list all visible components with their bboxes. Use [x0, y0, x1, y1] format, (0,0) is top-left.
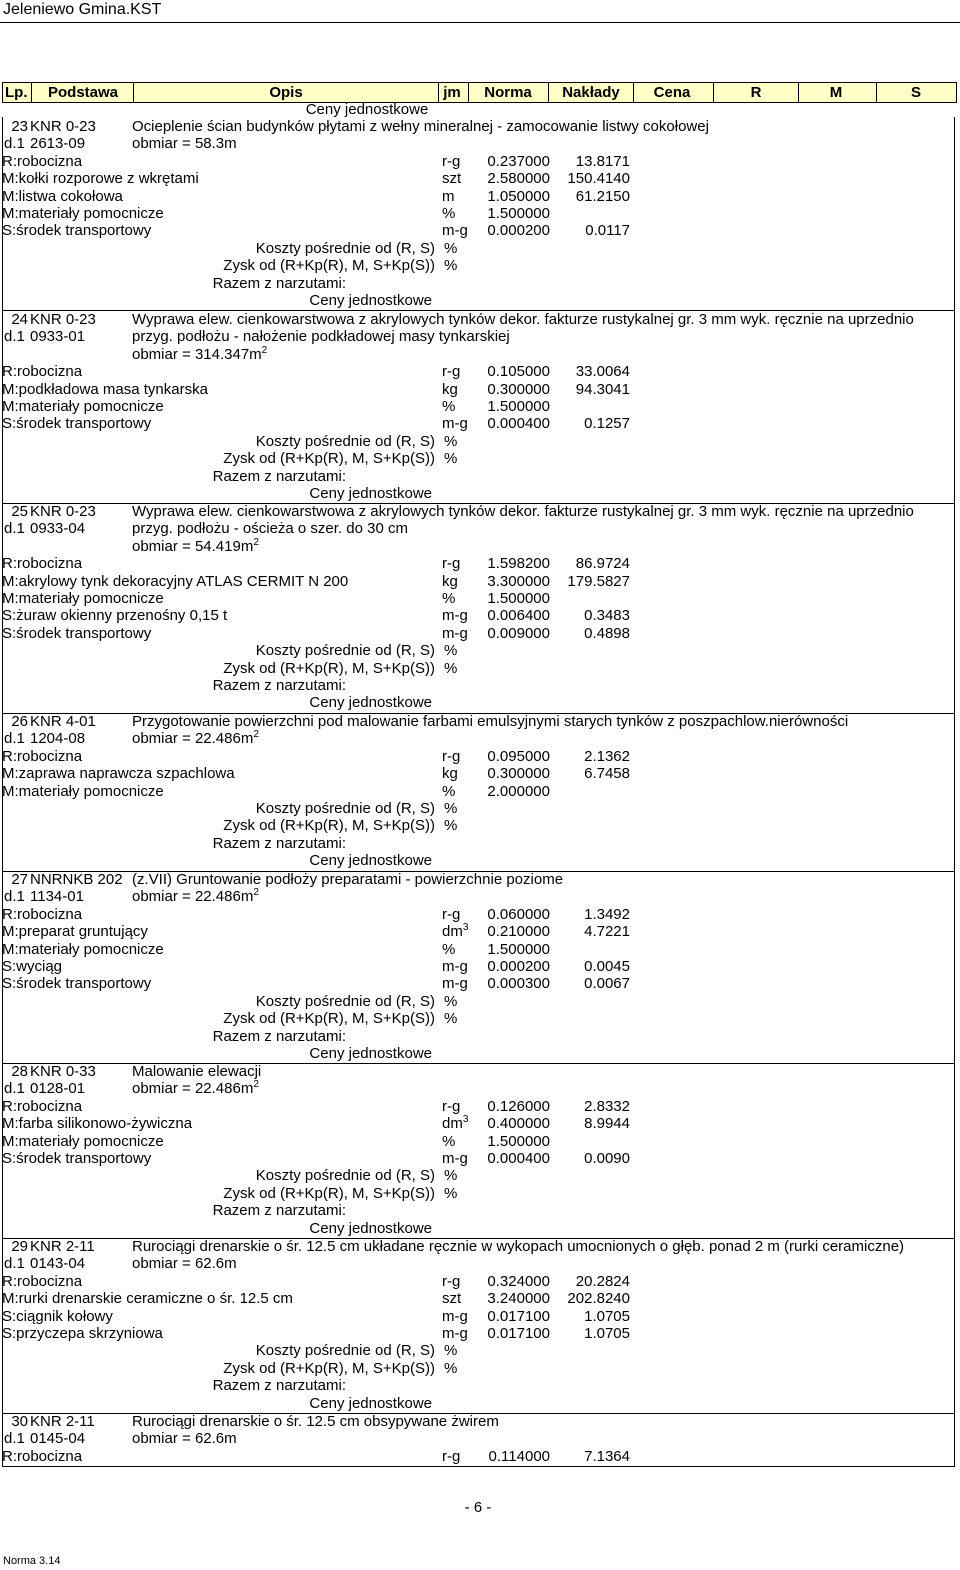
resource-unit-text: kg	[442, 572, 458, 590]
resource-naklady: 20.2824	[575, 1272, 630, 1290]
resource-norma: 0.000200	[487, 222, 550, 240]
col-norma: Norma	[484, 84, 532, 101]
koszty-percent: %	[444, 642, 458, 660]
resource-unit-text: m-g	[442, 958, 468, 975]
position-basis-code: NNRNKB 202	[30, 871, 123, 888]
resource-unit-exponent: 3	[462, 1114, 469, 1126]
resource-name: M:materiały pomocnicze	[2, 398, 164, 415]
obmiar-text: obmiar = 22.486m	[132, 1080, 254, 1098]
col-r: R	[750, 84, 762, 101]
position-number: 24	[11, 311, 28, 328]
obmiar-unit-exponent: 2	[253, 729, 259, 741]
position-obmiar	[132, 1255, 237, 1272]
resource-unit-text: %	[442, 398, 456, 415]
zysk-percent: %	[444, 1010, 458, 1028]
col-opis: Opis	[269, 84, 303, 101]
resource-unit-text: r-g	[442, 363, 461, 381]
position-obmiar	[132, 538, 259, 555]
ceny-jednostkowe-label: Ceny jednostkowe	[309, 292, 432, 309]
resource-unit-text: r-g	[442, 555, 461, 573]
resource-unit-text: m-g	[442, 1307, 468, 1325]
position-number: 29	[11, 1238, 28, 1255]
position-basis-code: KNR 0-33	[30, 1063, 96, 1080]
resource-unit-text: %	[442, 1132, 456, 1150]
col-podstawa: Podstawa	[47, 84, 119, 101]
resource-name: M:materiały pomocnicze	[2, 940, 164, 958]
resource-naklady: 61.2150	[575, 187, 630, 205]
resource-unit-text: szt	[442, 170, 462, 188]
resource-naklady: 13.8171	[575, 152, 630, 170]
resource-name: S:żuraw okienny przenośny 0,15 t	[2, 607, 228, 625]
obmiar-text: obmiar = 314.347m	[132, 345, 262, 363]
resource-name: R:robocizna	[2, 555, 83, 573]
resource-naklady: 179.5827	[567, 572, 630, 590]
resource-name: M:zaprawa naprawcza szpachlowa	[2, 765, 235, 783]
obmiar-text: obmiar = 58.3m	[132, 135, 237, 153]
koszty-percent: %	[444, 239, 458, 257]
ceny-jednostkowe-label: Ceny jednostkowe	[309, 1219, 432, 1237]
ceny-jednostkowe-label: Ceny jednostkowe	[309, 1045, 432, 1062]
obmiar-text: obmiar = 22.486m	[132, 730, 254, 748]
footer-version: Norma 3.14	[3, 1555, 61, 1567]
resource-name: M:podkładowa masa tynkarska	[2, 380, 208, 398]
zysk-label: Zysk od (R+Kp(R), M, S+Kp(S))	[223, 450, 435, 468]
position-d-marker: d.1	[4, 1080, 25, 1098]
resource-norma: 0.000300	[487, 975, 550, 993]
position-basis-number: 1134-01	[30, 888, 84, 906]
koszty-percent: %	[444, 1167, 458, 1185]
resource-unit	[442, 398, 455, 415]
resource-unit	[442, 222, 468, 239]
position-d-marker: d.1	[4, 888, 25, 906]
resource-unit-text: m-g	[442, 607, 468, 625]
razem-z-narzutami-label: Razem z narzutami:	[212, 1027, 346, 1045]
resource-unit	[442, 975, 468, 992]
resource-name: M:farba silikonowo-żywiczna	[2, 1115, 193, 1133]
resource-name: R:robocizna	[2, 1272, 83, 1290]
position-d-marker: d.1	[4, 328, 25, 346]
zysk-label: Zysk od (R+Kp(R), M, S+Kp(S))	[223, 1359, 435, 1377]
resource-name: S:środek transportowy	[2, 975, 152, 993]
resource-unit-text: kg	[442, 380, 458, 398]
koszty-percent: %	[444, 432, 458, 450]
resource-norma: 0.400000	[487, 1115, 550, 1133]
resource-norma: 3.240000	[487, 1290, 550, 1308]
resource-norma: 0.017100	[487, 1325, 550, 1342]
resource-norma: 0.017100	[487, 1307, 550, 1325]
position-obmiar	[132, 135, 237, 152]
resource-naklady: 2.8332	[584, 1097, 630, 1115]
resource-name: R:robocizna	[2, 747, 83, 765]
resource-unit	[442, 923, 468, 940]
resource-naklady: 2.1362	[584, 747, 630, 765]
resource-norma: 1.500000	[487, 590, 550, 607]
zysk-percent: %	[444, 1184, 458, 1202]
resource-unit	[442, 205, 455, 222]
resource-naklady: 94.3041	[575, 380, 630, 398]
resource-naklady: 150.4140	[567, 170, 630, 188]
resource-norma: 1.500000	[487, 940, 550, 958]
position-basis-code: KNR 0-23	[30, 311, 96, 328]
resource-name: S:środek transportowy	[2, 624, 152, 642]
resource-norma: 0.114000	[488, 1447, 550, 1465]
resource-unit	[442, 958, 468, 975]
resource-unit-text: m-g	[442, 624, 468, 642]
resource-name: M:listwa cokołowa	[2, 187, 123, 205]
zysk-percent: %	[444, 659, 458, 677]
position-d-marker: d.1	[4, 135, 25, 153]
position-basis-number: 1204-08	[30, 730, 86, 748]
koszty-posrednie-label: Koszty pośrednie od (R, S)	[255, 800, 435, 817]
resource-name: S:ciągnik kołowy	[2, 1307, 113, 1325]
resource-naklady: 0.0117	[585, 222, 630, 240]
koszty-percent: %	[444, 800, 458, 817]
position-d-marker: d.1	[4, 1430, 25, 1448]
resource-name: M:materiały pomocnicze	[2, 590, 164, 607]
resource-unit	[442, 1290, 461, 1307]
resource-unit	[442, 1448, 460, 1465]
resource-norma: 0.000400	[487, 415, 550, 433]
resource-norma: 0.300000	[487, 380, 550, 398]
resource-name: M:materiały pomocnicze	[2, 1132, 164, 1150]
col-naklady: Nakłady	[562, 84, 620, 101]
resource-naklady: 202.8240	[567, 1290, 630, 1308]
resource-unit-text: %	[442, 940, 456, 958]
resource-unit-text: r-g	[442, 747, 461, 765]
resource-naklady: 0.0090	[584, 1150, 630, 1167]
resource-unit	[442, 1115, 468, 1132]
col-cena: Cena	[653, 84, 691, 101]
resource-unit	[442, 941, 455, 958]
position-separator	[2, 1466, 955, 1467]
zysk-percent: %	[444, 1359, 458, 1377]
resource-name: M:materiały pomocnicze	[2, 782, 164, 800]
header-rule	[0, 22, 960, 23]
resource-unit-text: m-g	[442, 975, 468, 993]
position-basis-number: 0128-01	[30, 1080, 86, 1098]
koszty-posrednie-label: Koszty pośrednie od (R, S)	[255, 992, 435, 1010]
position-number: 28	[11, 1063, 28, 1080]
resource-name: R:robocizna	[2, 152, 83, 170]
col-lp: Lp.	[5, 84, 28, 101]
position-number: 30	[11, 1413, 28, 1430]
col-jm: jm	[443, 84, 461, 101]
resource-unit	[442, 1308, 468, 1325]
resource-norma: 0.210000	[487, 923, 550, 941]
col-m: M	[829, 84, 843, 101]
resource-unit	[442, 573, 458, 590]
ceny-jednostkowe-label: Ceny jednostkowe	[309, 485, 432, 502]
resource-unit	[442, 765, 458, 782]
position-obmiar	[132, 1430, 237, 1447]
position-basis-number: 0143-04	[30, 1255, 86, 1273]
zysk-label: Zysk od (R+Kp(R), M, S+Kp(S))	[223, 257, 435, 275]
obmiar-text: obmiar = 62.6m	[132, 1430, 237, 1448]
resource-name: R:robocizna	[2, 905, 83, 923]
zysk-percent: %	[444, 450, 458, 468]
resource-unit	[442, 590, 455, 607]
obmiar-unit-exponent: 2	[253, 887, 259, 899]
resource-norma: 0.006400	[487, 607, 550, 625]
resource-unit-text: m-g	[442, 1325, 468, 1342]
koszty-percent: %	[444, 1342, 458, 1360]
resource-unit	[442, 381, 458, 398]
resource-unit-text: m-g	[442, 1150, 468, 1167]
position-d-marker: d.1	[4, 730, 25, 748]
obmiar-unit-exponent: 2	[261, 344, 268, 356]
resource-naklady: 0.0067	[584, 975, 630, 993]
resource-unit	[442, 1273, 460, 1290]
resource-naklady: 7.1364	[584, 1447, 630, 1465]
resource-unit	[442, 363, 460, 380]
resource-unit	[442, 1325, 468, 1342]
resource-name: S:środek transportowy	[2, 415, 152, 433]
position-description: Przygotowanie powierzchni pod malowanie farbami emulsyjnymi starych tynków z poszpachlow.nierówności	[132, 713, 849, 730]
position-description: przyg. podłożu - ościeża o szer. do 30 cm	[132, 520, 408, 538]
resource-unit-text: kg	[442, 765, 458, 783]
resource-unit-text: szt	[442, 1290, 462, 1308]
obmiar-text: obmiar = 22.486m	[132, 888, 254, 906]
position-description: Wyprawa elew. cienkowarstwowa z akrylowych tynków dekor. fakturze rustykalnej gr. 3 mm wyk. ręcznie na uprzednio	[132, 503, 914, 520]
koszty-posrednie-label: Koszty pośrednie od (R, S)	[255, 432, 435, 450]
position-number: 25	[11, 503, 28, 520]
resource-norma: 0.324000	[487, 1272, 550, 1290]
razem-z-narzutami-label: Razem z narzutami:	[212, 834, 346, 852]
razem-z-narzutami-label: Razem z narzutami:	[212, 1377, 346, 1395]
ceny-jednostkowe-label: Ceny jednostkowe	[309, 1394, 432, 1412]
resource-naklady: 8.9944	[584, 1115, 630, 1133]
zysk-percent: %	[444, 817, 458, 835]
resource-name: S:przyczepa skrzyniowa	[2, 1325, 163, 1342]
resource-norma: 0.009000	[487, 624, 550, 642]
resource-norma: 0.060000	[487, 905, 550, 923]
resource-unit	[442, 1150, 468, 1167]
resource-naklady: 0.0045	[584, 958, 630, 975]
position-basis-code: KNR 4-01	[30, 713, 96, 730]
position-description: Wyprawa elew. cienkowarstwowa z akrylowych tynków dekor. fakturze rustykalnej gr. 3 mm wyk. ręcznie na uprzednio	[132, 311, 914, 328]
position-description: przyg. podłożu - nałożenie podkładowej masy tynkarskiej	[132, 328, 510, 346]
position-basis-code: KNR 2-11	[30, 1238, 95, 1255]
resource-name: S:środek transportowy	[2, 222, 152, 240]
obmiar-unit-exponent: 2	[253, 536, 259, 548]
resource-norma: 0.300000	[487, 765, 550, 783]
position-d-marker: d.1	[4, 520, 25, 538]
resource-unit	[442, 748, 460, 765]
resource-unit-text: m-g	[442, 415, 468, 433]
resource-norma: 2.580000	[487, 170, 550, 188]
resource-naklady: 0.1257	[584, 415, 630, 433]
position-obmiar	[132, 730, 259, 747]
koszty-posrednie-label: Koszty pośrednie od (R, S)	[255, 642, 435, 660]
resource-norma: 0.000400	[487, 1150, 550, 1167]
resource-naklady: 0.4898	[584, 624, 630, 642]
position-number: 26	[11, 713, 28, 730]
position-basis-code: KNR 0-23	[30, 118, 96, 135]
resource-unit-text: r-g	[442, 152, 461, 170]
razem-z-narzutami-label: Razem z narzutami:	[212, 677, 346, 694]
resource-unit	[442, 906, 460, 923]
position-basis-code: KNR 0-23	[30, 503, 96, 520]
razem-z-narzutami-label: Razem z narzutami:	[212, 274, 346, 292]
resource-unit	[442, 415, 468, 432]
zysk-label: Zysk od (R+Kp(R), M, S+Kp(S))	[223, 1184, 435, 1202]
position-obmiar	[132, 1080, 259, 1097]
resource-unit-text: dm	[442, 923, 463, 941]
zysk-percent: %	[444, 257, 458, 275]
position-description: Malowanie elewacji	[132, 1063, 262, 1080]
resource-norma: 1.500000	[487, 1132, 550, 1150]
resource-norma: 3.300000	[487, 572, 550, 590]
position-basis-number: 2613-09	[30, 135, 86, 153]
resource-naklady: 1.0705	[584, 1307, 630, 1325]
position-basis-number: 0145-04	[30, 1430, 86, 1448]
table-header	[2, 82, 957, 103]
position-d-marker: d.1	[4, 1255, 25, 1273]
resource-naklady: 4.7221	[584, 923, 630, 941]
razem-z-narzutami-label: Razem z narzutami:	[212, 1202, 346, 1220]
resource-unit	[442, 153, 460, 170]
resource-naklady: 86.9724	[575, 555, 630, 573]
position-number: 27	[11, 871, 28, 888]
koszty-posrednie-label: Koszty pośrednie od (R, S)	[255, 239, 435, 257]
position-description: (z.VII) Gruntowanie podłoży preparatami - powierzchnie poziome	[132, 871, 564, 888]
obmiar-text: obmiar = 62.6m	[132, 1255, 237, 1273]
resource-name: M:kołki rozporowe z wkrętami	[2, 170, 199, 188]
obmiar-unit-exponent: 2	[253, 1079, 259, 1091]
resource-name: R:robocizna	[2, 1097, 83, 1115]
koszty-posrednie-label: Koszty pośrednie od (R, S)	[255, 1342, 435, 1360]
resource-norma: 1.500000	[487, 398, 550, 415]
resource-unit-text: %	[442, 205, 456, 222]
resource-name: M:rurki drenarskie ceramiczne o śr. 12.5 cm	[2, 1290, 293, 1308]
position-basis-number: 0933-04	[30, 520, 86, 538]
position-description: Rurociągi drenarskie o śr. 12.5 cm obsypywane żwirem	[132, 1413, 499, 1430]
resource-naklady: 33.0064	[575, 363, 630, 381]
page-number: - 6 -	[464, 1499, 492, 1516]
position-description: Rurociągi drenarskie o śr. 12.5 cm układane ręcznie w wykopach umocnionych o głęb. ponad 2 m (rurki ceramiczne)	[132, 1238, 905, 1255]
resource-norma: 0.000200	[487, 958, 550, 975]
position-description: Ocieplenie ścian budynków płytami z wełny mineralnej - zamocowanie listwy cokołowej	[132, 118, 709, 135]
koszty-percent: %	[444, 992, 458, 1010]
resource-name: M:materiały pomocnicze	[2, 205, 164, 222]
resource-norma: 0.105000	[487, 363, 550, 381]
ceny-jednostkowe-label: Ceny jednostkowe	[309, 852, 432, 870]
resource-unit	[442, 555, 460, 572]
resource-unit-text: m	[442, 187, 455, 205]
zysk-label: Zysk od (R+Kp(R), M, S+Kp(S))	[223, 1010, 435, 1028]
resource-naklady: 6.7458	[584, 765, 630, 783]
resource-norma: 1.050000	[487, 187, 550, 205]
col-s: S	[910, 84, 922, 101]
resource-norma: 2.000000	[487, 782, 550, 800]
resource-unit	[442, 170, 461, 187]
position-number: 23	[11, 118, 28, 135]
position-basis-number: 0933-01	[30, 328, 86, 346]
resource-unit-text: r-g	[442, 1447, 461, 1465]
resource-unit-exponent: 3	[462, 922, 469, 934]
resource-name: M:preparat gruntujący	[2, 923, 148, 941]
position-basis-code: KNR 2-11	[30, 1413, 95, 1430]
resource-norma: 0.095000	[487, 747, 550, 765]
resource-name: M:akrylowy tynk dekoracyjny ATLAS CERMIT N 200	[2, 572, 349, 590]
ceny-jednostkowe-label: Ceny jednostkowe	[309, 694, 432, 712]
resource-unit-text: m-g	[442, 222, 468, 240]
resource-unit-text: %	[442, 590, 456, 607]
resource-unit-text: r-g	[442, 905, 461, 923]
resource-unit	[442, 1133, 455, 1150]
position-obmiar	[132, 346, 267, 363]
resource-unit-text: r-g	[442, 1272, 461, 1290]
resource-name: R:robocizna	[2, 1447, 83, 1465]
resource-norma: 1.500000	[487, 205, 550, 222]
resource-unit-text: dm	[442, 1115, 463, 1133]
resource-name: S:środek transportowy	[2, 1150, 152, 1167]
resource-naklady: 1.3492	[584, 905, 630, 923]
resource-unit	[442, 783, 455, 800]
resource-unit	[442, 188, 455, 205]
resource-unit-text: %	[442, 782, 456, 800]
ceny-jednostkowe-label: Ceny jednostkowe	[305, 101, 429, 118]
resource-norma: 0.126000	[487, 1097, 550, 1115]
resource-unit	[442, 625, 468, 642]
position-obmiar	[132, 888, 259, 905]
resource-name: R:robocizna	[2, 363, 83, 381]
resource-name: S:wyciąg	[2, 958, 63, 975]
zysk-label: Zysk od (R+Kp(R), M, S+Kp(S))	[223, 659, 435, 677]
resource-unit-text: r-g	[442, 1097, 461, 1115]
resource-unit	[442, 1098, 460, 1115]
resource-norma: 1.598200	[487, 555, 550, 573]
resource-norma: 0.237000	[487, 152, 550, 170]
obmiar-text: obmiar = 54.419m	[132, 537, 254, 555]
razem-z-narzutami-label: Razem z narzutami:	[212, 467, 346, 485]
resource-unit	[442, 607, 468, 624]
document-header: Jeleniewo Gmina.KST	[3, 1, 162, 18]
koszty-posrednie-label: Koszty pośrednie od (R, S)	[255, 1167, 435, 1185]
resource-naklady: 1.0705	[584, 1325, 630, 1342]
resource-naklady: 0.3483	[584, 607, 630, 625]
zysk-label: Zysk od (R+Kp(R), M, S+Kp(S))	[223, 817, 435, 835]
